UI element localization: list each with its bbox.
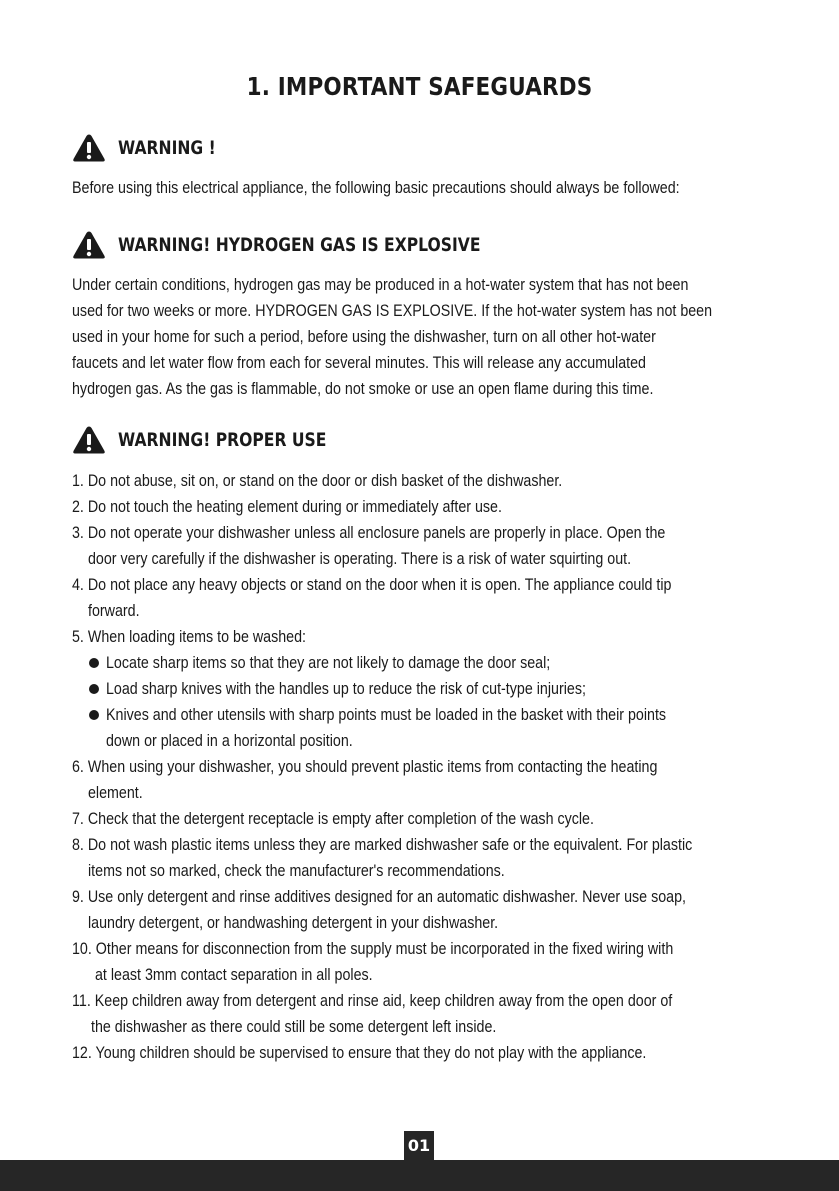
proper-use-item-10: 10. Other means for disconnection from the supply must be incorporated in the fixed wiring with bbox=[72, 939, 674, 958]
hydrogen-paragraph-line: faucets and let water flow from each for several minutes. This will release any accumulated bbox=[72, 353, 646, 372]
footer-bar bbox=[0, 1160, 839, 1191]
proper-use-item-5: 5. When loading items to be washed: bbox=[72, 627, 307, 646]
warning-heading-text: WARNING ! bbox=[118, 137, 216, 159]
warning-triangle-icon bbox=[72, 425, 106, 455]
proper-use-item-9-cont: laundry detergent, or handwashing detergent in your dishwasher. bbox=[88, 913, 499, 932]
bullet-item: Knives and other utensils with sharp points must be loaded in the basket with their points bbox=[106, 705, 667, 724]
proper-use-item-6: 6. When using your dishwasher, you should prevent plastic items from contacting the heating bbox=[72, 757, 658, 776]
proper-use-item-4-cont: forward. bbox=[88, 601, 140, 620]
proper-use-item-4: 4. Do not place any heavy objects or stand on the door when it is open. The appliance could tip bbox=[72, 575, 672, 594]
proper-use-item-1: 1. Do not abuse, sit on, or stand on the door or dish basket of the dishwasher. bbox=[72, 471, 563, 490]
proper-use-item-12: 12. Young children should be supervised to ensure that they do not play with the appliance. bbox=[72, 1043, 647, 1062]
hydrogen-paragraph-line: Under certain conditions, hydrogen gas may be produced in a hot-water system that has not been bbox=[72, 275, 689, 294]
warning-heading-text: WARNING! PROPER USE bbox=[118, 429, 327, 451]
proper-use-item-11-cont: the dishwasher as there could still be some detergent left inside. bbox=[91, 1017, 497, 1036]
warning-heading-hydrogen bbox=[72, 229, 560, 261]
proper-use-item-8: 8. Do not wash plastic items unless they are marked dishwasher safe or the equivalent. For plastic bbox=[72, 835, 693, 854]
proper-use-item-2: 2. Do not touch the heating element during or immediately after use. bbox=[72, 497, 502, 516]
bullet-item-cont: down or placed in a horizontal position. bbox=[106, 731, 353, 750]
page-number: 01 bbox=[404, 1131, 434, 1160]
hydrogen-paragraph-line: used in your home for such a period, before using the dishwasher, turn on all other hot-water bbox=[72, 327, 656, 346]
proper-use-item-8-cont: items not so marked, check the manufacturer's recommendations. bbox=[88, 861, 505, 880]
bullet-dot-icon bbox=[89, 710, 99, 720]
bullet-item: Locate sharp items so that they are not likely to damage the door seal; bbox=[106, 653, 551, 672]
warning-triangle-icon bbox=[72, 230, 106, 260]
warning-heading-general bbox=[72, 132, 237, 164]
proper-use-item-6-cont: element. bbox=[88, 783, 143, 802]
warning-heading-text: WARNING! HYDROGEN GAS IS EXPLOSIVE bbox=[118, 234, 481, 256]
warning-intro-text: Before using this electrical appliance, the following basic precautions should always be followed: bbox=[72, 178, 680, 197]
page-title: 1. IMPORTANT SAFEGUARDS bbox=[246, 72, 593, 101]
bullet-dot-icon bbox=[89, 684, 99, 694]
proper-use-item-9: 9. Use only detergent and rinse additives designed for an automatic dishwasher. Never use soap, bbox=[72, 887, 686, 906]
proper-use-item-3-cont: door very carefully if the dishwasher is operating. There is a risk of water squirting out. bbox=[88, 549, 632, 568]
bullet-dot-icon bbox=[89, 658, 99, 668]
warning-heading-proper-use bbox=[72, 424, 372, 456]
bullet-item: Load sharp knives with the handles up to reduce the risk of cut-type injuries; bbox=[106, 679, 586, 698]
proper-use-item-7: 7. Check that the detergent receptacle is empty after completion of the wash cycle. bbox=[72, 809, 594, 828]
proper-use-item-10-cont: at least 3mm contact separation in all poles. bbox=[95, 965, 373, 984]
hydrogen-paragraph-line: hydrogen gas. As the gas is flammable, do not smoke or use an open flame during this time. bbox=[72, 379, 654, 398]
proper-use-item-3: 3. Do not operate your dishwasher unless all enclosure panels are properly in place. Open the bbox=[72, 523, 666, 542]
hydrogen-paragraph-line: used for two weeks or more. HYDROGEN GAS IS EXPLOSIVE. If the hot-water system has not been bbox=[72, 301, 713, 320]
warning-triangle-icon bbox=[72, 133, 106, 163]
proper-use-item-11: 11. Keep children away from detergent and rinse aid, keep children away from the open door of bbox=[72, 991, 673, 1010]
